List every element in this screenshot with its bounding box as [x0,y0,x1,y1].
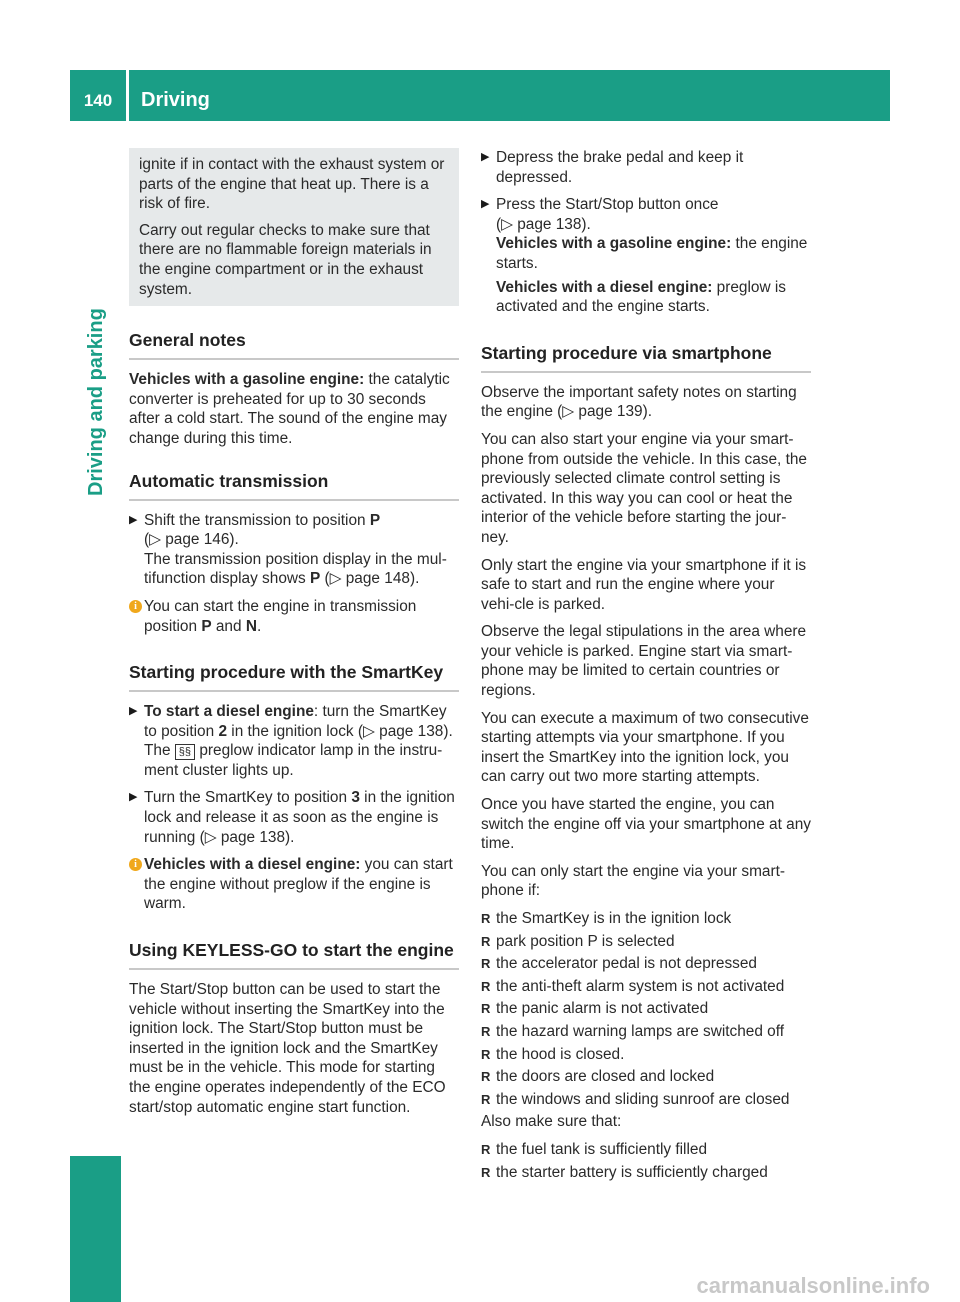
list-item: R the accelerator pedal is not depressed [481,955,757,973]
step-arrow-icon: ▶ [129,705,138,718]
heading-general-notes: General notes [129,328,459,360]
smartphone-p4: Observe the legal stipulations in the area where your vehicle is parked. Engine start via smart-phone may be limited to certain countries or regions. [481,623,807,700]
list-item: R the anti-theft alarm system is not activated [481,977,785,995]
keyless-text: The Start/Stop button can be used to start the vehicle without inserting the SmartKey into the ignition lock. The Start/Stop button must be inserted in the ignition lock and the SmartKey must be in the vehicle. This mode for starting the engine operates independently of the ECO start/stop automatic engine start function. [129,981,446,1116]
smartphone-p5: You can execute a maximum of two consecutive starting attempts via your smartphone. If you insert the SmartKey into the ignition lock, you can carry out two more starting attempts. [481,709,809,786]
right-column [481,148,811,1185]
info-transmission: i You can start the engine in transmission position P and N. [129,597,459,636]
side-label: Driving and parking [85,308,107,496]
warning-text-2: Carry out regular checks to make sure that there are no flammable foreign materials in the engine compartment or in the exhaust system. [139,221,432,298]
warning-box [129,148,459,306]
list-item: R the doors are closed and locked [481,1068,715,1086]
list-item: R park position P is selected [481,932,675,950]
step-depress-brake: ▶ Depress the brake pedal and keep it depressed. [481,149,744,186]
step-arrow-icon: ▶ [481,198,490,211]
header-divider [126,70,129,121]
smartphone-p7: You can only start the engine via your smart-phone if: [481,862,785,900]
list-item: R the hood is closed. [481,1045,625,1063]
step-arrow-icon: ▶ [481,151,490,163]
page-number: 140 [83,91,113,110]
side-label-container [78,256,118,496]
warning-text-1: ignite if in contact with the exhaust system or parts of the engine that heat up. There is a risk of fire. [139,156,445,213]
step-diesel-start: ▶ To start a diesel engine: turn the SmartKey to position 2 in the ignition lock (▷ page 138). The §§ preglow indicator lamp in the instru-ment cluster lights up. [129,703,453,779]
left-column [129,148,459,1125]
heading-keyless-go: Using KEYLESS-GO to start the engine [129,938,459,970]
list-item: R the fuel tank is sufficiently filled [481,1140,708,1158]
heading-automatic-transmission: Automatic transmission [129,469,459,501]
list-item: R the starter battery is sufficiently charged [481,1163,768,1181]
smartphone-p6: Once you have started the engine, you can switch the engine off via your smartphone at any time. [481,796,811,853]
step-press-start-stop: ▶ Press the Start/Stop button once (▷ page 138). Vehicles with a gasoline engine: the engine starts. Vehicles with a diesel engine: preglow is activated and the engine starts. [481,196,808,316]
info-icon: i [129,858,142,871]
info-icon: i [129,600,142,613]
heading-smartphone: Starting procedure via smartphone [481,341,811,373]
watermark: carmanualsonline.info [696,1273,930,1298]
smartphone-p3: Only start the engine via your smartphone if it is safe to start and run the engine where your vehi-cle is parked. [481,556,807,613]
heading-smartkey: Starting procedure with the SmartKey [129,660,459,692]
smartphone-p2: You can also start your engine via your smart-phone from outside the vehicle. In this case, the previously selected climate control setting is activated. In this way you can cool or heat the interior of the vehicle before starting the jour-ney. [481,430,807,546]
also-make-sure: Also make sure that: [481,1113,622,1131]
list-item: R the SmartKey is in the ignition lock [481,910,732,927]
info-diesel-warm: i Vehicles with a diesel engine: you can start the engine without preglow if the engine is warm. [129,855,459,914]
preglow-lamp-icon: §§ [175,744,195,760]
list-item: R the windows and sliding sunroof are closed [481,1090,790,1108]
step-turn-smartkey: ▶ Turn the SmartKey to position 3 in the ignition lock and release it as soon as the engine is running (▷ page 138). [129,789,455,846]
chapter-title: Driving [141,89,210,111]
list-item: R the hazard warning lamps are switched off [481,1022,785,1040]
step-arrow-icon: ▶ [129,791,138,804]
conditions-list [481,909,811,1109]
step-arrow-icon: ▶ [129,513,138,526]
smartphone-p1: Observe the important safety notes on starting the engine (▷ page 139). [481,383,797,421]
also-list [481,1140,811,1182]
step-shift-transmission: ▶ Shift the transmission to position P (▷ page 146). The transmission position display in the mul-tifunction display shows P (▷ page 148). [129,511,447,588]
general-notes-text: Vehicles with a gasoline engine: the catalytic converter is preheated for up to 30 seconds after a cold start. The sound of the engine may change during this time. [129,371,450,447]
list-item: R the panic alarm is not activated [481,1000,709,1018]
